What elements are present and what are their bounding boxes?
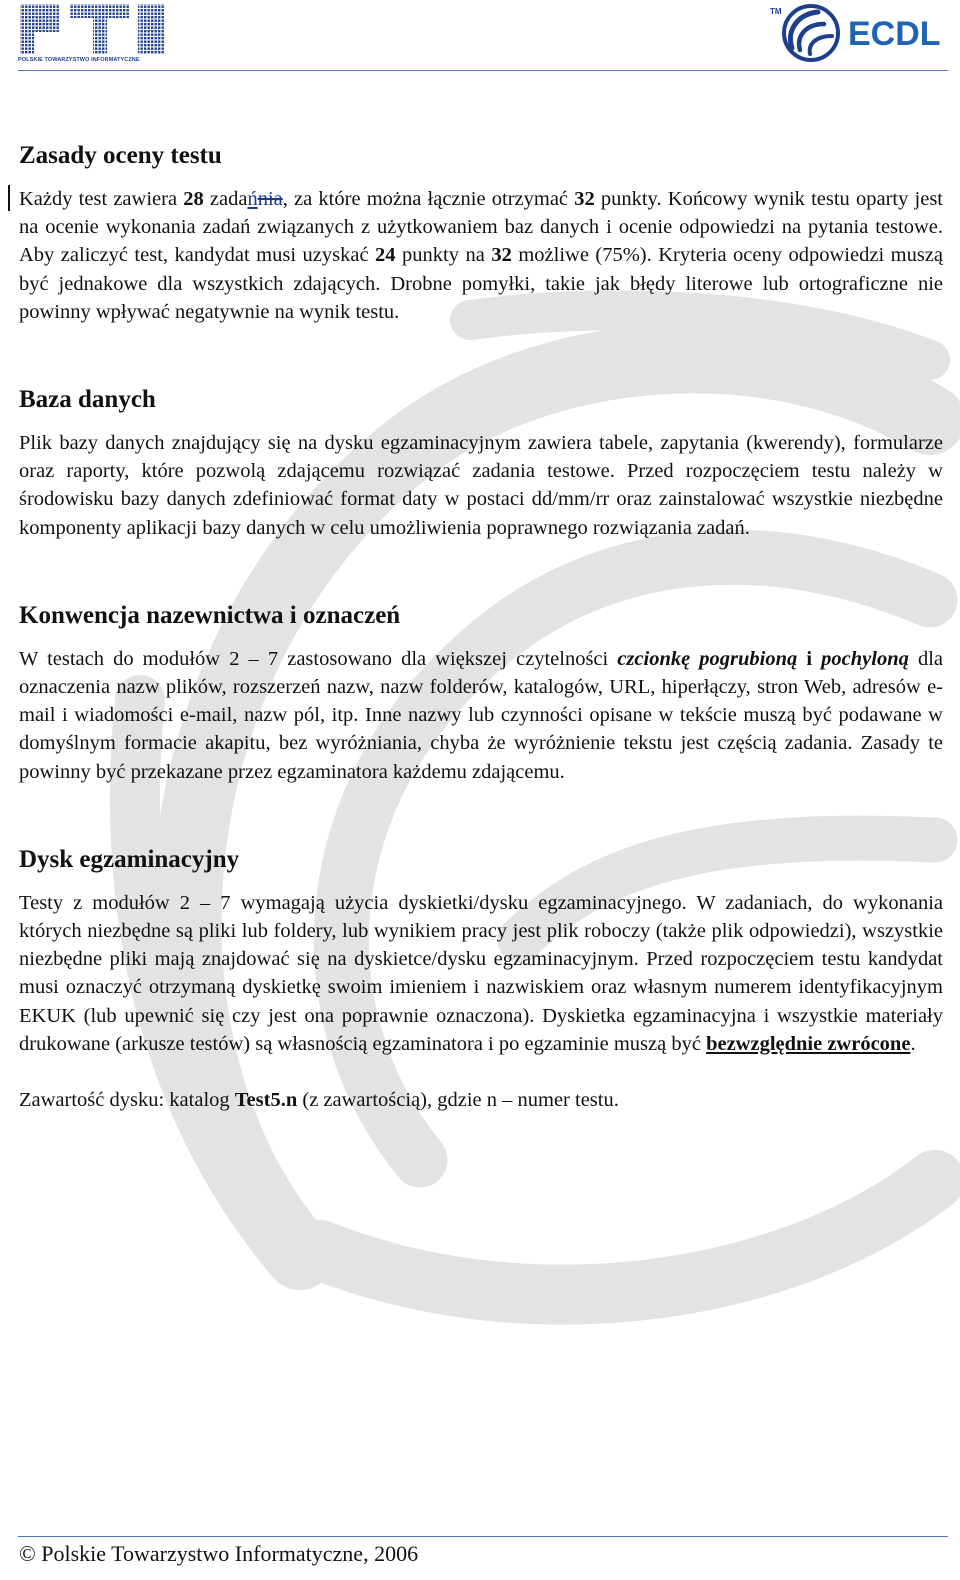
section-zasady <box>19 138 943 326</box>
page-footer: © Polskie Towarzystwo Informatyczne, 2006 <box>19 1541 419 1566</box>
tracked-deletion: nia <box>257 188 283 210</box>
ecdl-logo <box>770 0 950 66</box>
ecdl-logo-text: ECDL <box>848 15 941 53</box>
section-title: Konwencja nazewnictwa i oznaczeń <box>19 601 401 629</box>
bold-italic-example: czcionkę pogrubioną <box>617 647 798 670</box>
disk-folder-name: Test5.n <box>234 1089 298 1112</box>
disk-contents-line: Zawartość dysku: katalog Test5.n (z zawartością), gdzie n – numer testu. <box>19 1089 619 1112</box>
section-paragraph: W testach do modułów 2 – 7 zastosowano dla większej czytelności czcionkę pogrubioną i pochyloną dla oznaczenia nazw plików, rozszerzeń nazw, nazw folderów, katalogów, URL, hiperłączy, stron Web, adresów e-mail i wiadomości e-mail, nazw pól, itp. Inne nazwy lub czynności opisane w tekście muszą być podawane w domyślnym formacie akapitu, bez wyróżniania, chyba że wyróżnienie tekstu jest częścią zadania. Zasady te powinny być przekazane przez egzaminatora każdemu zdającemu. <box>19 647 943 783</box>
section-dysk <box>19 842 943 1114</box>
italic-example: pochyloną <box>821 647 909 670</box>
page-header <box>0 0 960 75</box>
document-body <box>19 138 943 1114</box>
section-paragraph: Testy z modułów 2 – 7 wymagają użycia dyskietki/dysku egzaminacyjnego. W zadaniach, do wykonania których niezbędne są pliki lub foldery, lub wynikiem pracy jest plik roboczy (także plik odpowiedzi), wszystkie niezbędne pliki mają znajdować się na dyskietce/dysku egzaminacyjnym. Przed rozpoczęciem testu kandydat musi oznaczyć otrzymaną dyskietkę swoim imieniem i nazwiskiem oraz własnym numerem identyfikacyjnym EKUK (lub upewnić się czy jest ona poprawnie oznaczona). Dyskietka egzaminacyjna i wszystkie materiały drukowane (arkusze testów) są własnością egzaminatora i po egzaminie muszą być bezwzględnie zwrócone. <box>19 891 943 1055</box>
section-title: Zasady oceny testu <box>19 142 222 169</box>
section-paragraph: Plik bazy danych znajdujący się na dysku egzaminacyjnym zawiera tabele, zapytania (kwerendy), formularze oraz raporty, które pozwolą zdającemu rozwiązać zadania testowe. Przed rozpoczęciem testu należy w środowisku bazy danych zdefiniować format daty w postaci dd/mm/rr oraz zainstalować wszystkie niezbędne komponenty aplikacji bazy danych w celu umożliwienia poprawnego rozwiązania zadań. <box>19 432 943 539</box>
section-title: Baza danych <box>19 386 156 414</box>
tracked-insertion: ń <box>247 188 258 210</box>
pti-caption: POLSKIE TOWARZYSTWO INFORMATYCZNE <box>18 57 140 63</box>
emphasis-underlined: bezwzględnie zwrócone <box>706 1032 911 1055</box>
section-baza-danych <box>19 382 943 542</box>
ecdl-tm: TM <box>770 7 782 16</box>
text-cursor <box>8 185 10 211</box>
section-title: Dysk egzaminacyjny <box>19 845 240 873</box>
section-paragraph: Każdy test zawiera 28 zadańnia, za które można łącznie otrzymać 32 punkty. Końcowy wynik testu oparty jest na ocenie wykonania zadań związanych z użytkowaniem baz danych i ocenie odpowiedzi na pytania testowe. Aby zaliczyć test, kandydat musi uzyskać 24 punkty na 32 możliwe (75%). Kryteria oceny odpowiedzi muszą być jednakowe dla wszystkich zdających. Drobne pomyłki, takie jak błędy literowe lub ortograficzne nie powinny wpływać negatywnie na wynik testu. <box>19 185 943 326</box>
footer-rule <box>18 1536 948 1537</box>
pti-logo <box>18 2 168 56</box>
section-konwencja <box>19 598 943 786</box>
header-rule <box>18 70 948 71</box>
